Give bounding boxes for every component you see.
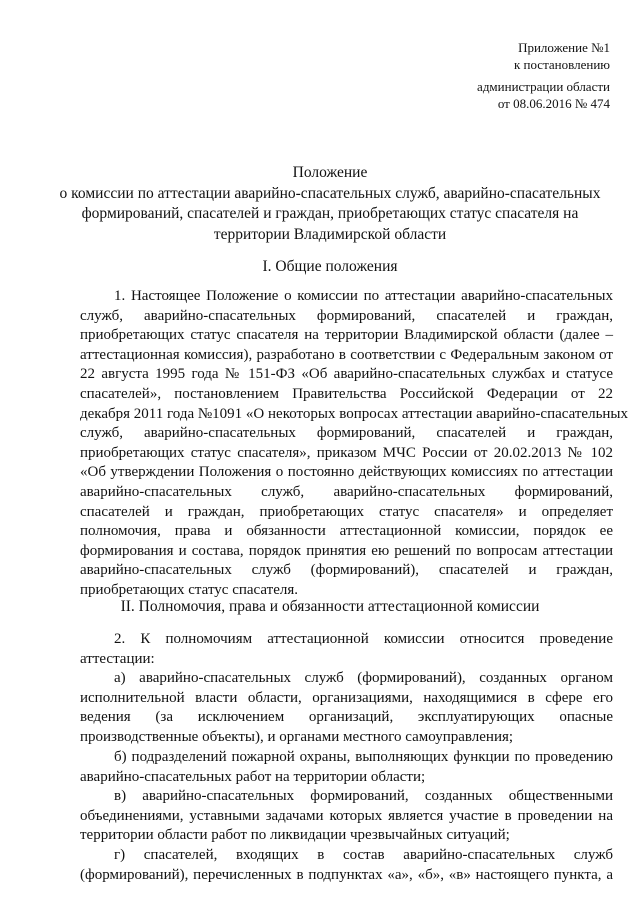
title-line-3: формирований, спасателей и граждан, приобретающих статус спасателя на [81, 205, 579, 222]
paragraph1-line: приобретающих статус спасателя», приказом МЧС России от 20.02.2013 № 102 [80, 444, 613, 461]
paragraph1-line: 1. Настоящее Положение о комиссии по аттестации аварийно-спасательных [114, 288, 613, 304]
paragraph1-line: приобретающих статус спасателя на территории Владимирской области (далее – [80, 327, 613, 344]
paragraph-1 [80, 287, 629, 601]
document-title [40, 163, 620, 245]
item-a-line: производственные объекты), и органами местного самоуправления; [80, 728, 514, 745]
item-g-line: г) спасателей, входящих в состав аварийно-спасательных служб [114, 847, 613, 863]
paragraph1-line: служб, аварийно-спасательных формирований, спасателей и граждан, [80, 307, 613, 324]
item-v-line: объединениями, уставными задачами которых является участие в проведении на [80, 807, 613, 824]
title-line-4: территории Владимирской области [213, 225, 447, 243]
appendix-line-3: администрации области [477, 79, 610, 94]
appendix-line-1: Приложение №1 [518, 40, 610, 55]
item-b-line: аварийно-спасательных работ на территории области; [80, 768, 426, 785]
paragraph1-line: спасателей и граждан, приобретающих статус спасателя» и определяет [80, 503, 613, 520]
item-v-line: в) аварийно-спасательных формирований, созданных общественными [114, 788, 613, 804]
title-line-2: о комиссии по аттестации аварийно-спасательных служб, аварийно-спасательных [59, 184, 601, 202]
item-a [80, 669, 613, 747]
paragraph2-line: 2. К полномочиям аттестационной комиссии относится проведение [114, 631, 613, 647]
appendix-line-4: от 08.06.2016 № 474 [497, 95, 610, 111]
paragraph1-line: аварийно-спасательных служб, аварийно-спасательных формирований, [80, 483, 613, 500]
appendix-header [477, 40, 610, 112]
paragraph1-line: полномочия, права и обязанности аттестационной комиссии, порядок ее [80, 523, 613, 540]
paragraph1-line: 22 августа 1995 года № 151-ФЗ «Об аварийно-спасательных службах и статусе [80, 366, 613, 383]
section-heading-2: II. Полномочия, права и обязанности аттестационной комиссии [120, 598, 540, 615]
item-g [80, 846, 613, 885]
paragraph1-line: аттестационная комиссия), разработано в соответствии с Федеральным законом от [80, 346, 613, 363]
section-heading-1: I. Общие положения [262, 258, 398, 275]
item-b [80, 748, 613, 787]
item-a-line: а) аварийно-спасательных служб (формирований), созданных органом [114, 670, 613, 686]
paragraph1-line: приобретающих статус спасателя. [80, 581, 299, 598]
paragraph1-line: «Об утверждении Положения о постоянно действующих комиссиях по аттестации [80, 464, 613, 481]
paragraph-2 [80, 630, 613, 669]
paragraph1-line: формирования и состава, порядок принятия ею решений по вопросам аттестации [80, 542, 613, 559]
item-g-line: (формирований), перечисленных в подпунктах «а», «б», «в» настоящего пункта, а [80, 866, 613, 883]
paragraph1-line: служб, аварийно-спасательных формирований, спасателей и граждан, [80, 425, 613, 442]
paragraph1-line: спасателей», постановлением Правительства Российской Федерации от 22 [80, 385, 613, 402]
appendix-line-2: к постановлению [513, 56, 610, 72]
item-b-line: б) подразделений пожарной охраны, выполняющих функции по проведению [114, 749, 613, 765]
item-a-line: ведения (за исключением организаций, эксплуатирующих опасные [80, 709, 613, 726]
paragraph1-line: аварийно-спасательных служб (формирований), спасателей и граждан, [80, 562, 613, 579]
item-a-line: исполнительной власти области, организациями, находящимися в сфере его [80, 689, 613, 706]
item-v-line: территории области работ по ликвидации чрезвычайных ситуаций; [80, 827, 510, 844]
title-line-1: Положение [292, 164, 368, 181]
paragraph2-line: аттестации: [80, 650, 155, 667]
paragraph1-line: декабря 2011 года №1091 «О некоторых вопросах аттестации аварийно-спасательных [80, 405, 629, 422]
item-v [80, 787, 613, 846]
